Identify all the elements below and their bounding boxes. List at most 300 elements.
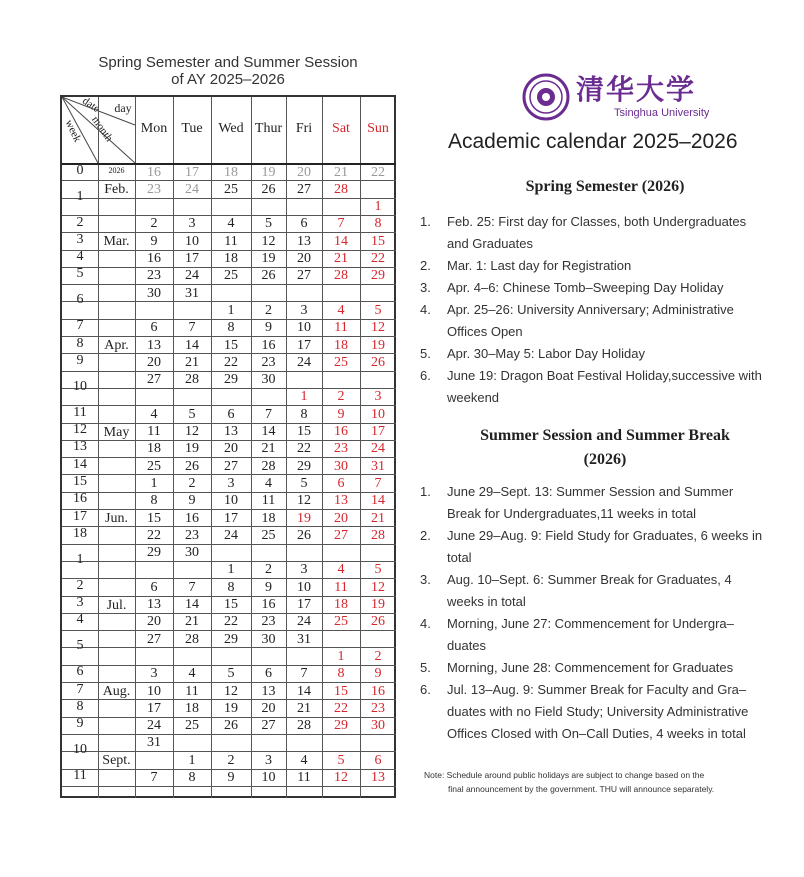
month-label: Feb.: [104, 182, 129, 198]
week-number: 6: [76, 664, 84, 680]
date-cell: 7: [337, 216, 345, 232]
footnote: [424, 768, 764, 796]
date-cell: 2: [150, 216, 158, 232]
week-number: 17: [73, 508, 87, 524]
list-item-text: June 19: Dragon Boat Festival Holiday,successive with weekend: [447, 368, 762, 405]
date-cell: 9: [227, 770, 235, 785]
date-cell: 26: [371, 354, 385, 370]
date-cell: 29: [334, 718, 348, 734]
date-cell: 13: [147, 597, 161, 612]
date-cell: 16: [371, 683, 385, 699]
date-cell: 12: [297, 493, 311, 509]
date-cell: 6: [374, 752, 382, 768]
date-cell: 14: [185, 597, 199, 612]
date-cell: 4: [150, 406, 158, 422]
note-line2: final announcement by the government. THU will announce separately.: [448, 784, 715, 794]
header-mon: Mon: [140, 121, 168, 136]
date-cell: 14: [297, 683, 311, 699]
list-item: [420, 613, 770, 657]
date-cell: 10: [371, 406, 385, 422]
date-cell: 13: [224, 424, 238, 439]
date-cell: 30: [261, 372, 276, 388]
date-cell: 28: [261, 458, 276, 474]
month-label: Jul.: [106, 597, 127, 613]
date-cell: 9: [374, 666, 382, 682]
note-line1: Note: Schedule around public holidays are subject to change based on the: [424, 770, 705, 780]
date-cell: 9: [265, 320, 272, 336]
list-item-number: 4.: [420, 302, 431, 317]
date-cell: 9: [337, 406, 345, 422]
date-cell: 11: [334, 579, 348, 595]
date-cell: 26: [224, 718, 238, 734]
date-cell: 16: [261, 337, 276, 353]
list-item: [420, 211, 770, 255]
date-cell: 23: [185, 527, 199, 543]
week-number: 11: [73, 404, 87, 420]
date-cell: 4: [188, 666, 196, 682]
date-cell: 26: [297, 527, 311, 543]
date-cell: 15: [224, 597, 238, 612]
date-cell: 30: [334, 458, 348, 474]
date-cell: 26: [261, 268, 276, 284]
date-cell: 27: [147, 631, 161, 647]
calendar-grid: [60, 95, 396, 798]
date-cell: 14: [371, 493, 385, 509]
week-number: 7: [76, 318, 84, 334]
date-cell: 26: [261, 181, 276, 197]
date-cell: 21: [261, 441, 276, 457]
date-cell: 1: [150, 475, 158, 491]
date-cell: 25: [224, 181, 238, 197]
month-label: May: [103, 424, 130, 440]
list-item-number: 2.: [420, 258, 431, 273]
date-cell: 16: [147, 251, 161, 266]
date-cell: 8: [374, 216, 382, 232]
month-label: Sept.: [102, 753, 131, 769]
date-cell: 27: [261, 718, 276, 734]
week-number: 2: [76, 214, 84, 230]
week-number: 1: [76, 188, 84, 204]
date-cell: 2: [337, 389, 345, 405]
date-cell: 10: [147, 683, 161, 699]
date-cell: 8: [300, 406, 308, 422]
week-number: 5: [76, 638, 84, 654]
date-cell: 17: [147, 700, 161, 716]
date-cell: 6: [337, 475, 345, 491]
date-cell: 31: [297, 631, 311, 647]
date-cell: 8: [227, 320, 235, 336]
date-cell: 17: [224, 510, 238, 526]
date-cell: 21: [297, 700, 311, 716]
week-number: 3: [76, 595, 84, 611]
month-label: Apr.: [104, 338, 129, 353]
date-cell: 28: [371, 527, 385, 543]
date-cell: 1: [188, 752, 196, 768]
date-cell: 1: [227, 302, 235, 318]
date-cell: 4: [337, 562, 345, 578]
date-cell: 5: [374, 562, 382, 578]
date-cell: 11: [334, 320, 348, 336]
week-number: 4: [76, 249, 84, 265]
date-cell: 12: [371, 320, 385, 336]
list-item-text: Apr. 30–May 5: Labor Day Holiday: [447, 346, 645, 361]
date-cell: 18: [261, 510, 276, 526]
list-item: [420, 255, 770, 277]
date-cell: 30: [185, 545, 199, 561]
list-item: [420, 343, 770, 365]
date-cell: 10: [185, 233, 199, 249]
date-cell: 28: [334, 268, 348, 284]
header-date-label: date: [80, 94, 102, 116]
list-item-text: Aug. 10–Sept. 6: Summer Break for Graduates, 4 weeks in total: [447, 572, 732, 609]
date-cell: 17: [297, 597, 311, 612]
date-cell: 24: [371, 441, 385, 457]
date-cell: 22: [334, 700, 348, 716]
date-cell: 5: [300, 475, 308, 491]
calendar-title-line2: of AY 2025–2026: [171, 71, 285, 88]
date-cell: 21: [334, 251, 348, 266]
header-month-label: month: [89, 114, 115, 144]
week-number: 18: [73, 525, 87, 541]
week-number: 12: [73, 422, 87, 438]
date-cell: 3: [374, 389, 382, 405]
date-cell: 5: [188, 406, 196, 422]
date-cell: 13: [147, 337, 161, 353]
date-cell: 20: [297, 251, 311, 266]
date-cell: 1: [300, 389, 308, 405]
date-cell: 7: [300, 666, 308, 682]
date-cell: 26: [371, 614, 385, 630]
summer-list: [420, 481, 770, 745]
date-cell: 8: [337, 666, 345, 682]
header-wed: Wed: [218, 121, 244, 136]
date-cell: 27: [147, 372, 161, 388]
date-cell: 20: [261, 700, 276, 716]
list-item-number: 5.: [420, 346, 431, 361]
date-cell: 21: [185, 354, 199, 370]
week-number: 9: [76, 716, 84, 732]
date-cell: 17: [371, 424, 385, 439]
date-cell: 25: [334, 354, 348, 370]
list-item-number: 6.: [420, 682, 431, 697]
list-item-text: June 29–Sept. 13: Summer Session and Summer Break for Undergraduates,11 weeks in total: [447, 484, 734, 521]
date-cell: 18: [224, 251, 238, 266]
week-number: 16: [73, 491, 87, 507]
date-cell: 25: [261, 527, 276, 543]
date-cell: 22: [371, 164, 385, 180]
date-cell: 4: [300, 752, 308, 768]
date-cell: 11: [185, 683, 199, 699]
week-number: 7: [76, 681, 84, 697]
date-cell: 9: [188, 493, 196, 509]
date-cell: 5: [227, 666, 235, 682]
calendar-title-line1: Spring Semester and Summer Session: [98, 54, 358, 71]
date-cell: 3: [300, 302, 308, 318]
week-number: 15: [73, 474, 87, 490]
header-tue: Tue: [181, 121, 203, 136]
date-cell: 29: [224, 631, 238, 647]
date-cell: 15: [224, 337, 238, 353]
date-cell: 22: [224, 614, 238, 630]
list-item: [420, 679, 770, 745]
list-item-text: June 29–Aug. 9: Field Study for Graduates, 6 weeks in total: [447, 528, 763, 565]
date-cell: 13: [297, 233, 311, 249]
date-cell: 16: [261, 597, 276, 612]
date-cell: 28: [297, 718, 311, 734]
month-label: 2026: [108, 166, 125, 175]
list-item-number: 1.: [420, 484, 431, 499]
date-cell: 23: [334, 441, 348, 457]
date-cell: 21: [185, 614, 199, 630]
date-cell: 18: [224, 164, 238, 180]
date-cell: 24: [185, 181, 199, 197]
week-number: 6: [76, 292, 84, 308]
date-cell: 25: [334, 614, 348, 630]
date-cell: 29: [297, 458, 311, 474]
date-cell: 6: [150, 320, 158, 336]
date-cell: 6: [227, 406, 235, 422]
list-item-number: 2.: [420, 528, 431, 543]
date-cell: 10: [261, 770, 276, 785]
date-cell: 20: [297, 164, 311, 180]
date-cell: 27: [334, 527, 348, 543]
date-cell: 20: [147, 614, 161, 630]
date-cell: 17: [185, 251, 199, 266]
list-item: [420, 657, 770, 679]
date-cell: 23: [371, 700, 385, 716]
list-item: [420, 277, 770, 299]
date-cell: 7: [265, 406, 272, 422]
date-cell: 29: [371, 268, 385, 284]
date-cell: 20: [224, 441, 238, 457]
list-item-number: 1.: [420, 214, 431, 229]
date-cell: 16: [185, 510, 199, 526]
list-item-number: 6.: [420, 368, 431, 383]
list-item-text: Jul. 13–Aug. 9: Summer Break for Faculty and Gra–duates with no Field Study; University Administrative Offices Closed with On–Call Duties, 4 weeks in total: [447, 682, 749, 741]
date-cell: 23: [147, 181, 161, 197]
date-cell: 2: [188, 475, 196, 491]
date-cell: 18: [185, 700, 199, 716]
date-cell: 12: [261, 233, 276, 249]
date-cell: 14: [185, 337, 199, 353]
date-cell: 19: [224, 700, 238, 716]
date-cell: 18: [334, 337, 348, 353]
week-number: 4: [76, 612, 84, 628]
date-cell: 18: [147, 441, 161, 457]
list-item-text: Morning, June 28: Commencement for Graduates: [447, 660, 734, 675]
date-cell: 5: [374, 302, 382, 318]
date-cell: 11: [224, 233, 238, 249]
date-cell: 31: [371, 458, 385, 474]
date-cell: 16: [147, 164, 161, 180]
date-cell: 9: [265, 579, 272, 595]
date-cell: 15: [371, 233, 385, 249]
date-cell: 15: [147, 510, 161, 526]
date-cell: 1: [337, 648, 345, 664]
list-item: [420, 569, 770, 613]
header-week-label: week: [62, 117, 84, 145]
week-number: 0: [76, 162, 84, 178]
week-number: 9: [76, 352, 84, 368]
summer-section-title: [440, 424, 770, 472]
week-number: 13: [73, 439, 87, 455]
date-cell: 2: [374, 648, 382, 664]
date-cell: 21: [371, 510, 385, 526]
date-cell: 27: [224, 458, 238, 474]
list-item: [420, 365, 770, 409]
date-cell: 9: [150, 233, 158, 249]
logo-chinese-text: 清华大学: [576, 73, 697, 106]
date-cell: 2: [265, 562, 272, 578]
date-cell: 15: [334, 683, 348, 699]
date-cell: 3: [188, 216, 196, 232]
date-cell: 11: [261, 493, 276, 509]
date-cell: 15: [297, 424, 311, 439]
date-cell: 19: [185, 441, 199, 457]
date-cell: 13: [371, 770, 385, 785]
date-cell: 17: [185, 164, 199, 180]
date-cell: 28: [334, 181, 348, 197]
date-cell: 11: [297, 770, 311, 785]
calendar-title: [60, 54, 396, 88]
date-cell: 13: [334, 493, 348, 509]
month-label: Jun.: [105, 511, 128, 526]
date-cell: 23: [261, 614, 276, 630]
week-number: 14: [73, 456, 87, 472]
week-number: 10: [73, 742, 87, 758]
week-number: 1: [76, 551, 84, 567]
tsinghua-logo: [522, 73, 722, 123]
date-cell: 24: [147, 718, 161, 734]
list-item-number: 5.: [420, 660, 431, 675]
date-cell: 11: [147, 424, 161, 439]
date-cell: 22: [371, 251, 385, 266]
date-cell: 29: [147, 545, 161, 561]
date-cell: 3: [227, 475, 235, 491]
list-item: [420, 299, 770, 343]
list-item-text: Morning, June 27: Commencement for Undergra–duates: [447, 616, 734, 653]
list-item-number: 3.: [420, 572, 431, 587]
date-cell: 19: [371, 597, 385, 612]
week-number: 2: [76, 577, 84, 593]
date-cell: 30: [371, 718, 385, 734]
date-cell: 12: [185, 424, 199, 439]
date-cell: 6: [300, 216, 308, 232]
date-cell: 7: [374, 475, 382, 491]
summer-title-line2: (2026): [583, 451, 627, 468]
month-label: Aug.: [102, 684, 131, 699]
date-cell: 4: [265, 475, 272, 491]
date-cell: 16: [334, 424, 348, 439]
date-cell: 3: [265, 752, 272, 768]
date-cell: 17: [297, 337, 311, 353]
date-cell: 31: [185, 285, 199, 301]
week-number: 10: [73, 378, 87, 394]
date-cell: 30: [147, 285, 161, 301]
date-cell: 10: [224, 493, 238, 509]
header-fri: Fri: [295, 121, 313, 136]
date-cell: 13: [261, 683, 276, 699]
date-cell: 12: [371, 579, 385, 595]
date-cell: 24: [185, 268, 199, 284]
spring-list: [420, 211, 770, 409]
list-item: [420, 525, 770, 569]
date-cell: 24: [297, 614, 311, 630]
list-item-text: Apr. 4–6: Chinese Tomb–Sweeping Day Holiday: [447, 280, 724, 295]
date-cell: 28: [185, 372, 199, 388]
date-cell: 22: [297, 441, 311, 457]
spring-section-title: Spring Semester (2026): [525, 178, 685, 195]
date-cell: 20: [147, 354, 161, 370]
week-number: 5: [76, 266, 84, 282]
summer-title-line1: Summer Session and Summer Break: [480, 427, 730, 444]
date-cell: 22: [147, 527, 161, 543]
header-sun: Sun: [367, 121, 389, 136]
date-cell: 6: [150, 579, 158, 595]
date-cell: 1: [374, 199, 382, 215]
date-cell: 23: [261, 354, 276, 370]
header-thur: Thur: [254, 121, 283, 136]
date-cell: 19: [261, 164, 276, 180]
month-label: Mar.: [103, 234, 130, 250]
academic-calendar-title: Academic calendar 2025–2026: [448, 130, 738, 153]
list-item-text: Mar. 1: Last day for Registration: [447, 258, 632, 273]
date-cell: 21: [334, 164, 348, 180]
date-cell: 10: [297, 579, 311, 595]
date-cell: 2: [265, 302, 272, 318]
date-cell: 12: [334, 770, 348, 785]
date-cell: 14: [261, 424, 276, 439]
date-cell: 19: [371, 337, 385, 353]
date-cell: 8: [227, 579, 235, 595]
header-sat: Sat: [332, 121, 350, 136]
date-cell: 30: [261, 631, 276, 647]
week-number: 11: [73, 768, 87, 784]
date-cell: 1: [227, 562, 235, 578]
date-cell: 24: [224, 527, 238, 543]
list-item-text: Feb. 25: First day for Classes, both Undergraduates and Graduates: [447, 214, 747, 251]
date-cell: 14: [334, 233, 348, 249]
date-cell: 8: [188, 770, 196, 785]
week-number: 3: [76, 231, 84, 247]
date-cell: 3: [300, 562, 308, 578]
logo-sub-text: Tsinghua University: [614, 107, 710, 119]
date-cell: 20: [334, 510, 348, 526]
date-cell: 7: [188, 579, 196, 595]
date-cell: 4: [337, 302, 345, 318]
date-cell: 7: [188, 320, 196, 336]
date-cell: 27: [297, 181, 311, 197]
date-cell: 22: [224, 354, 238, 370]
list-item-text: Apr. 25–26: University Anniversary; Administrative Offices Open: [447, 302, 734, 339]
date-cell: 24: [297, 354, 311, 370]
date-cell: 26: [185, 458, 199, 474]
list-item-number: 4.: [420, 616, 431, 631]
date-cell: 5: [265, 216, 272, 232]
week-number: 8: [76, 698, 84, 714]
date-cell: 25: [185, 718, 199, 734]
date-cell: 4: [227, 216, 235, 232]
date-cell: 27: [297, 268, 311, 284]
date-cell: 8: [150, 493, 158, 509]
header-day-label: day: [114, 101, 132, 115]
date-cell: 25: [147, 458, 161, 474]
date-cell: 2: [227, 752, 235, 768]
date-cell: 19: [297, 510, 311, 526]
date-cell: 5: [337, 752, 345, 768]
date-cell: 23: [147, 268, 161, 284]
date-cell: 28: [185, 631, 199, 647]
